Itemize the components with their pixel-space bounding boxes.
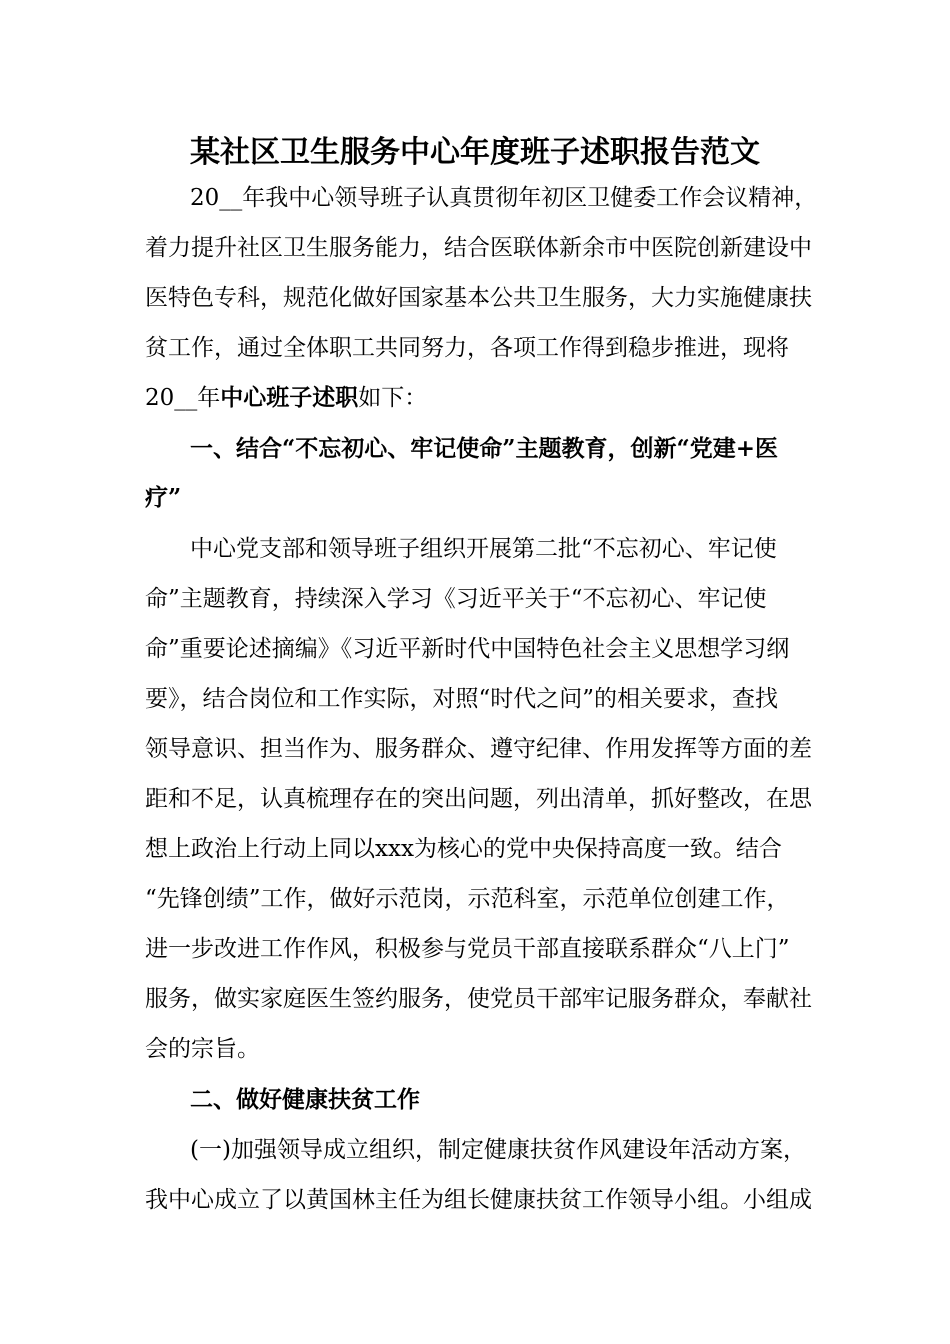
paragraph-line: 服务，做实家庭医生签约服务，使党员干部牢记服务群众，奉献社 [145, 986, 812, 1012]
paragraph-line: 进一步改进工作作风，积极参与党员干部直接联系群众“八上门” [145, 936, 790, 962]
paragraph-line: 着力提升社区卫生服务能力，结合医联体新余市中医院创新建设中 [145, 235, 812, 261]
paragraph-line: 距和不足，认真梳理存在的突出问题，列出清单，抓好整改，在思 [145, 786, 812, 812]
section-1-heading: 一、结合“不忘初心、牢记使命”主题教育，创新“党建+医 [190, 435, 778, 462]
section-1-heading-cont: 疗” [145, 484, 182, 511]
paragraph-line: “先锋创绩”工作，做好示范岗，示范科室，示范单位创建工作， [145, 886, 790, 912]
intro-suffix: 如下： [358, 385, 428, 411]
paragraph-line: 中心党支部和领导班子组织开展第二批“不忘初心、牢记使 [190, 536, 777, 562]
paragraph-line: 贫工作，通过全体职工共同努力，各项工作得到稳步推进，现将 [145, 335, 789, 361]
paragraph-line: 命”主题教育，持续深入学习《习近平关于“不忘初心、牢记使 [145, 586, 767, 612]
paragraph-line: 领导意识、担当作为、服务群众、遵守纪律、作用发挥等方面的差 [145, 736, 812, 762]
paragraph-line: (一)加强领导成立组织，制定健康扶贫作风建设年活动方案， [190, 1137, 806, 1163]
paragraph-line: 医特色专科，规范化做好国家基本公共卫生服务，大力实施健康扶 [145, 285, 812, 311]
paragraph-line: 想上政治上行动上同以xxx为核心的党中央保持高度一致。结合 [145, 836, 782, 862]
paragraph-line: 命”重要论述摘编》《习近平新时代中国特色社会主义思想学习纲 [145, 636, 790, 662]
section-2-heading: 二、做好健康扶贫工作 [190, 1086, 420, 1113]
paragraph-line: 要》，结合岗位和工作实际，对照“时代之问”的相关要求，查找 [145, 686, 779, 712]
intro-year: 20__年 [145, 385, 221, 411]
paragraph-line [145, 378, 427, 418]
paragraph-line: 会的宗旨。 [145, 1036, 260, 1062]
intro-emphasis: 中心班子述职 [220, 384, 359, 411]
document-title: 某社区卫生服务中心年度班子述职报告范文 [190, 135, 760, 170]
paragraph-line: 20__年我中心领导班子认真贯彻年初区卫健委工作会议精神， [190, 185, 818, 211]
paragraph-line: 我中心成立了以黄国林主任为组长健康扶贫工作领导小组。小组成 [145, 1187, 812, 1213]
